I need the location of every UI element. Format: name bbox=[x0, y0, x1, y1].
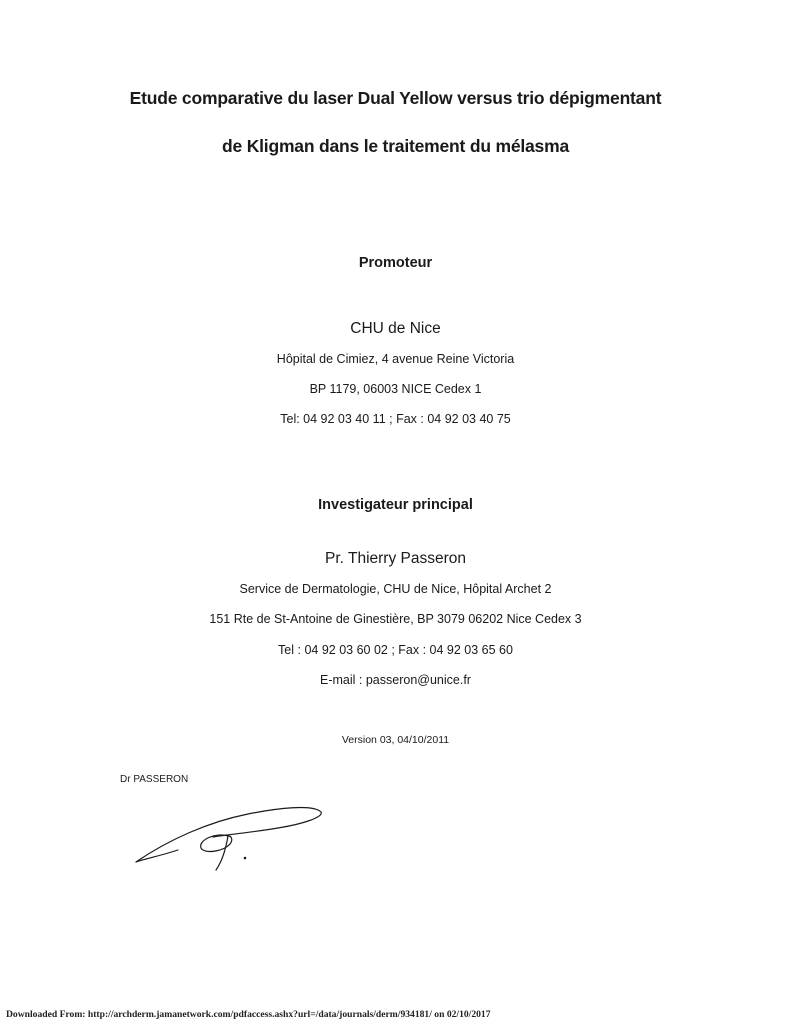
investigateur-address-line-1: Service de Dermatologie, CHU de Nice, Hôpital Archet 2 bbox=[239, 582, 552, 596]
investigateur-address-line-2: 151 Rte de St-Antoine de Ginestière, BP 3079 06202 Nice Cedex 3 bbox=[209, 612, 582, 626]
promoteur-heading: Promoteur bbox=[358, 255, 433, 271]
download-footer: Downloaded From: http://archderm.jamanetwork.com/pdfaccess.ashx?url=/data/journals/derm/934181/ on 02/10/2017 bbox=[6, 1009, 491, 1020]
investigateur-name: Pr. Thierry Passeron bbox=[325, 550, 466, 567]
document-title-line-2: de Kligman dans le traitement du mélasma bbox=[222, 136, 569, 156]
promoteur-name: CHU de Nice bbox=[350, 320, 441, 337]
handwritten-signature bbox=[128, 800, 328, 875]
document-title-line-1: Etude comparative du laser Dual Yellow versus trio dépigmentant bbox=[129, 88, 662, 108]
promoteur-phone-fax: Tel: 04 92 03 40 11 ; Fax : 04 92 03 40 75 bbox=[280, 412, 511, 426]
signer-name: Dr PASSERON bbox=[120, 774, 189, 785]
investigateur-email: E-mail : passeron@unice.fr bbox=[320, 673, 471, 687]
investigateur-phone-fax: Tel : 04 92 03 60 02 ; Fax : 04 92 03 65 60 bbox=[278, 643, 513, 657]
promoteur-address-line-1: Hôpital de Cimiez, 4 avenue Reine Victoria bbox=[276, 352, 515, 366]
investigateur-heading: Investigateur principal bbox=[318, 497, 473, 513]
promoteur-address-line-2: BP 1179, 06003 NICE Cedex 1 bbox=[309, 382, 482, 396]
version-label: Version 03, 04/10/2011 bbox=[341, 734, 450, 746]
